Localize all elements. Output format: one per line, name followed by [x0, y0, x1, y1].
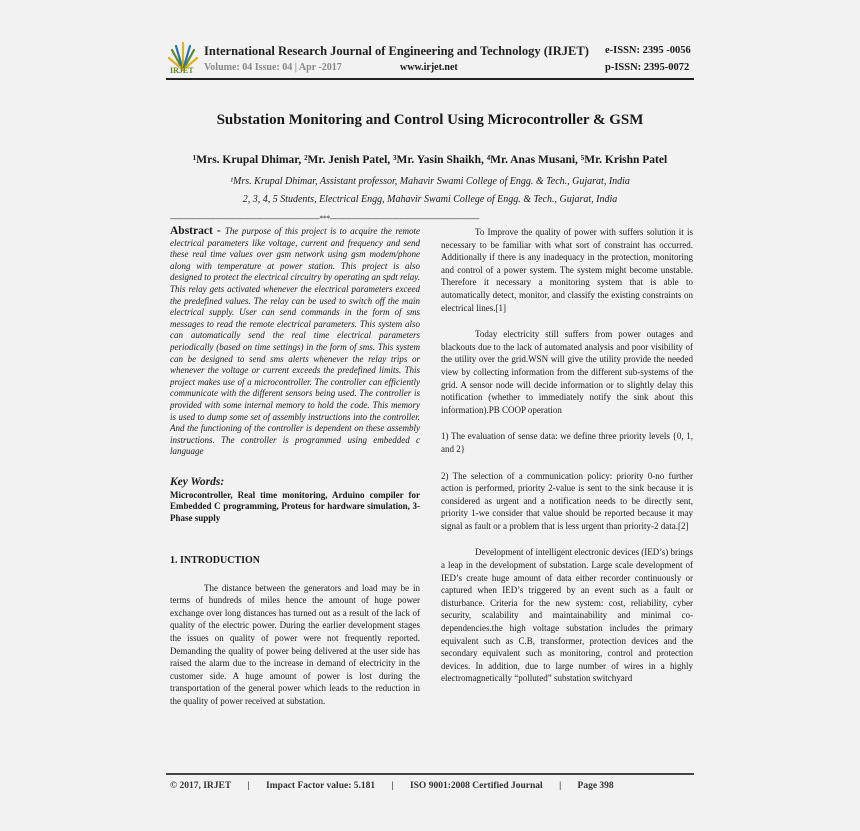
paragraph-4: 2) The selection of a communication policy: priority 0-no further action is performed, priority 2-value is sent to the sink because it is considered as urgent and a notification needs to be directly sent, priority 1-we consider that value should be reported because it may signal as fault or a problem that is less urgent than priority-2 data.[2] — [441, 470, 693, 531]
journal-website-link[interactable]: www.irjet.net — [400, 62, 458, 73]
paragraph-5: Development of intelligent electronic devices (IED’s) brings a leap in the development of substation. Large scale development of IED’s create huge amount of data either recorder continuously or captured when IED’s triggered by an event such as a fault or disturbance. Criteria for the new system: cost, reliability, cyber security, scalability and maintainability and minimal co-dependencies.the high voltage substation includes the primary equivalent such as C.B, transformer, protection devices and the secondary equivalent such as monitoring, control and protection devices. In addition, due to large number of wires in a highly electromagnetically “polluted” substation switchyard — [441, 547, 693, 684]
paper-title: Substation Monitoring and Control Using Microcontroller & GSM — [216, 112, 644, 128]
keywords-heading: Key Words: — [170, 475, 225, 488]
right-column — [441, 226, 693, 685]
intro-paragraph: The distance between the generators and load may be in terms of hundreds of miles hence the amount of huge power exchange over long distances has turned out as a result of the lack of quality of the electric power. During the earlier development stages the issues on quality of power were not frequently reported. Demanding the quality of power being delivered at the user side has raised the alarm due to the increase in demand of electricity in the customer side. A huge amount of power is lost during the transportation of the general power which leads to the reduction in the quality of power received at substation. — [170, 582, 420, 706]
volume-issue: Volume: 04 Issue: 04 | Apr -2017 — [204, 62, 342, 73]
paragraph-2: Today electricity still suffers from power outages and blackouts due to the lack of automated analysis and poor visibility of the utility over the grid.WSN will give the utility provide the needed view by collecting information from the different sub-systems of the grid. A sensor node will decide information or to slightly delay this notification (whether to immediately notify the sink about this information).PB COOP operation — [441, 329, 693, 415]
left-column — [170, 226, 420, 708]
journal-title: International Research Journal of Engineering and Technology (IRJET) — [204, 44, 589, 58]
pissn: p-ISSN: 2395-0072 — [605, 62, 690, 73]
section-heading-introduction: 1. INTRODUCTION — [170, 554, 261, 566]
paragraph-3: 1) The evaluation of sense data: we define three priority levels {0, 1, and 2} — [441, 431, 693, 454]
footer-copyright: © 2017, IRJET — [170, 781, 232, 791]
footer-page-number: Page 398 — [577, 781, 614, 791]
abstract — [170, 226, 420, 458]
logo-label: IRJET — [170, 66, 194, 75]
abstract-text: The purpose of this project is to acquire the remote electrical parameters like voltage, current and frequency and send these real time values over gsm network using gsm modem/phone along with temperature at power station. This project is also designed to protect the electrical circuitry by operating an spdt relay. This relay gets activated whenever the electrical parameters exceed the predefined values. The relay can be used to switch off the main electrical supply. User can send commands in the form of sms messages to read the remote electrical parameters. This system also can automatically send the real time electrical parameters periodically (based on time settings) in the form of sms. This system can be designed to send sms alerts whenever the relay trips or whenever the voltage or current exceeds the predefined limits. This project makes use of a microcontroller. The controller can efficiently communicate with the different sensors being used. The controller is provided with some internal memory to hold the code. This memory is used to dump some set of assembly instructions into the controller. And the functioning of the controller is dependent on these assembly instructions. The controller is programmed using embedded c language — [170, 226, 420, 457]
affiliation-2: 2, 3, 4, 5 Students, Electrical Engg, Mahavir Swami College of Engg. & Tech., Gujarat, India — [242, 194, 618, 205]
header-rule — [166, 78, 694, 80]
page-footer — [170, 781, 614, 791]
keywords-text: Microcontroller, Real time monitoring, Arduino compiler for Embedded C programming, Proteus for hardware simulation, 3- Phase supply — [170, 489, 420, 524]
footer-separator: | — [559, 781, 562, 791]
eissn: e-ISSN: 2395 -0056 — [605, 45, 691, 56]
affiliation-1: ¹Mrs. Krupal Dhimar, Assistant professor, Mahavir Swami College of Engg. & Tech., Gujarat, India — [230, 176, 630, 187]
paragraph-1: To Improve the quality of power with suffers solution it is necessary to be familiar with what sort of constraint has occurred. Additionally if there is any inadequacy in the protection, monitoring and control of a power system. The system might become unstable. Therefore it necessary a monitoring system that is able to automatically detect, monitor, and classify the existing constraints on electrical lines.[1] — [441, 227, 693, 313]
footer-separator: | — [247, 781, 250, 791]
abstract-label: Abstract - — [170, 225, 225, 237]
footer-impact-factor: Impact Factor value: 5.181 — [266, 781, 376, 791]
footer-iso: ISO 9001:2008 Certified Journal — [409, 781, 543, 791]
section-divider: ---------------------------------------------------------------------***--------------------------------------------------------------------- — [170, 214, 480, 223]
footer-rule — [166, 773, 694, 775]
footer-separator: | — [391, 781, 394, 791]
author-list: ¹Mrs. Krupal Dhimar, ²Mr. Jenish Patel, ³Mr. Yasin Shaikh, ⁴Mr. Anas Musani, ⁵Mr. Krishn Patel — [192, 154, 668, 166]
